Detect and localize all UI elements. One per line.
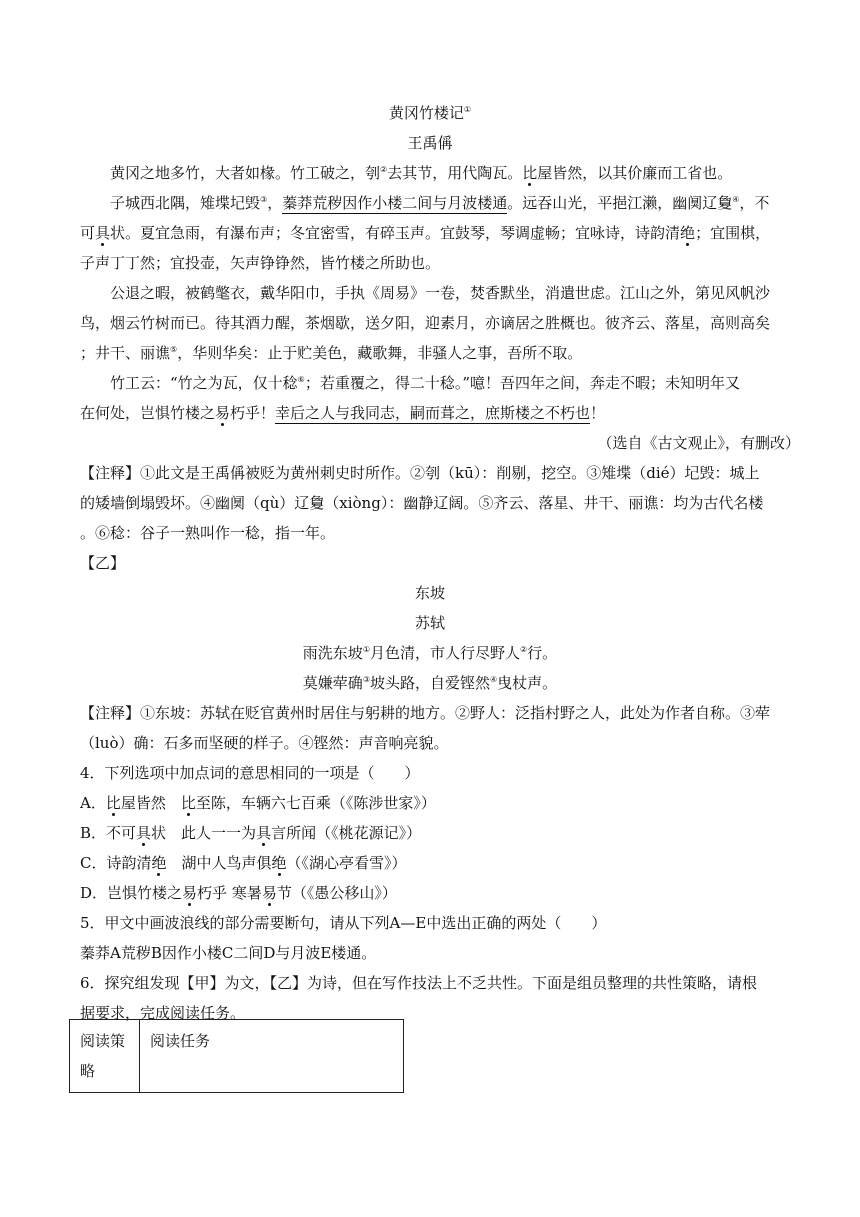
option-d: D．岂惧竹楼之易朽乎 寒暑易节（《愚公移山》） xyxy=(80,884,397,902)
dotted-char: 比 xyxy=(522,164,538,182)
poem-author: 苏轼 xyxy=(414,614,445,632)
dotted-char: 绝 xyxy=(680,224,696,242)
question-6-cont: 据要求，完成阅读任务。 xyxy=(80,1004,246,1022)
poem-title: 东坡 xyxy=(414,584,445,602)
section-label-yi: 【乙】 xyxy=(80,554,126,572)
source-citation: （选自《古文观止》，有删改） xyxy=(597,434,800,452)
note-line: 【注释】①东坡：苏轼在贬官黄州时居住与躬耕的地方。②野人：泛指村野之人，此处为作者自称。③荦 xyxy=(80,704,771,722)
jia-title: 黄冈竹楼记① xyxy=(388,104,472,122)
poem-line: 雨洗东坡①月色清，市人行尽野人②行。 xyxy=(302,644,558,662)
underlined-sentence: 幸后之人与我同志，嗣而葺之，庶斯楼之不朽也 xyxy=(275,404,591,422)
paragraph-line: 黄冈之地多竹，大者如椽。竹工破之，刳②去其节，用代陶瓦。比屋皆然，以其价廉而工省也。 xyxy=(110,164,733,182)
note-line: 的矮墙倒塌毁坏。④幽阒（qù）辽敻（xiòng）：幽静辽阔。⑤齐云、落星、井干、丽谯：均为古代名楼 xyxy=(80,494,764,512)
option-a: A．比屋皆然 比至陈，车辆六七百乘（《陈涉世家》） xyxy=(80,794,436,812)
question-6: 6．探究组发现【甲】为文，【乙】为诗，但在写作技法上不乏共性。下面是组员整理的共性策略，请根 xyxy=(80,974,758,992)
paragraph-line: 子城西北隅，雉堞圮毁③，蓁莽荒秽因作小楼二间与月波楼通。远吞山光，平挹江濑，幽阒辽敻④，不 xyxy=(110,194,770,212)
option-c: C．诗韵清绝 湖中人鸟声俱绝（《湖心亭看雪》） xyxy=(80,854,407,872)
paragraph-line: ；井干、丽谯⑤，华则华矣：止于贮美色，藏歌舞，非骚人之事，吾所不取。 xyxy=(80,344,583,362)
dotted-char: 易 xyxy=(215,404,231,422)
note-line: （luò）确：石多而坚硬的样子。④铿然：声音响亮貌。 xyxy=(80,734,449,752)
table-header-task: 阅读任务 xyxy=(140,1020,404,1093)
question-5: 5．甲文中画波浪线的部分需要断句，请从下列A—E中选出正确的两处（ ） xyxy=(80,914,607,932)
dotted-char: 具 xyxy=(95,224,111,242)
option-b: B．不可具状 此人一一为具言所闻（《桃花源记》） xyxy=(80,824,422,842)
jia-author: 王禹偁 xyxy=(407,134,453,152)
paragraph-line: 鸟，烟云竹树而已。待其酒力醒，茶烟歇，送夕阳，迎素月，亦谪居之胜概也。彼齐云、落星，高则高矣 xyxy=(80,314,771,332)
question-4: 4．下列选项中加点词的意思相同的一项是（ ） xyxy=(80,764,420,782)
note-line: 。⑥稔：谷子一熟叫作一稔，指一年。 xyxy=(80,524,336,542)
paragraph-line: 可具状。夏宜急雨，有瀑布声；冬宜密雪，有碎玉声。宜鼓琴，琴调虚畅；宜咏诗，诗韵清绝；宜围棋， xyxy=(80,224,771,242)
paragraph-line: 公退之暇，被鹤氅衣，戴华阳巾，手执《周易》一卷，焚香默坐，消遣世虑。江山之外，第见风帆沙 xyxy=(110,284,771,302)
reading-table xyxy=(69,1019,404,1093)
paragraph-line: 竹工云：“竹之为瓦，仅十稔⑥；若重覆之，得二十稔。”噫！吾四年之间，奔走不暇；未知明年又 xyxy=(110,374,741,392)
table-header-strategy: 阅读策略 xyxy=(70,1020,140,1093)
wavy-underlined-sentence: 蓁莽荒秽因作小楼二间与月波楼通 xyxy=(282,194,508,212)
question-5-sentence: 蓁莽A荒秽B因作小楼C二间D与月波E楼通。 xyxy=(80,944,377,962)
paragraph-line: 在何处，岂惧竹楼之易朽乎！幸后之人与我同志，嗣而葺之，庶斯楼之不朽也！ xyxy=(80,404,606,422)
paragraph-line: 子声丁丁然；宜投壶，矢声铮铮然，皆竹楼之所助也。 xyxy=(80,254,441,272)
footnote-mark: ① xyxy=(463,105,472,114)
poem-line: 莫嫌荦确③坡头路，自爱铿然④曳杖声。 xyxy=(302,674,558,692)
note-line: 【注释】①此文是王禹偁被贬为黄州刺史时所作。②刳（kū）：削剔，挖空。③雉堞（dié）圮毁：城上 xyxy=(80,464,760,482)
